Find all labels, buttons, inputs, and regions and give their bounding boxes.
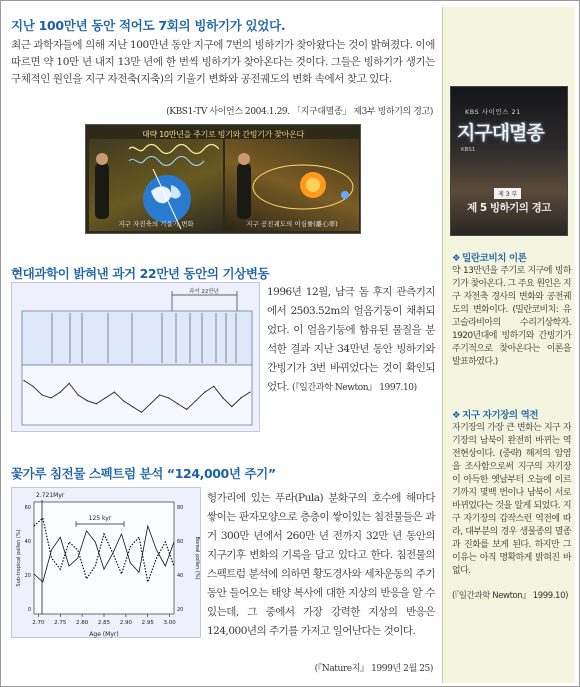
ice-core-point [78,394,79,395]
ice-core-point [186,409,187,410]
x-tick-label: 3.00 [163,620,176,626]
poster-brand: KBS1 [461,147,476,153]
ice-core-point [23,380,24,381]
ice-core-point [51,397,52,398]
ice-core-lower-panel [22,365,252,425]
pollen-annotation-top: 2.721Myr [36,492,65,499]
documentary-poster [450,86,568,236]
x-tick-label: 2.95 [141,620,154,626]
ice-core-point [105,397,106,398]
section2-title: 현대과학이 밝혀낸 과거 22만년 동안의 기상변동 [11,266,270,281]
section1-title: 지난 100만년 동안 적어도 7회의 빙하기가 있었다. [11,18,286,33]
section2-text [267,283,435,398]
section2-body: 1996년 12월, 남극 돔 후지 관측기지에서 2503.52m의 얼음기둥이 채취되었다. 이 얼음기둥에 함유된 물질을 분석한 결과 지난 34만년 동안 빙하기와 간빙기가 3번 바뀌었다는 것이 확인되었다. [267,286,435,393]
ice-core-point [87,400,88,401]
ice-core-point [168,397,169,398]
ice-core-point [69,383,70,384]
ice-core-point [231,406,232,407]
section2-source: (『일간과학 Newton』 1997.10) [291,383,417,393]
milankovitch-title: 밀란코비치 이론 [462,253,527,264]
milankovitch-heading [452,250,526,264]
x-tick-label: 2.90 [119,620,132,626]
ice-core-point [141,412,142,413]
y-left-tick-label: 0 [27,607,31,613]
y-right-tick-label: 60 [177,539,184,545]
milankovitch-body: 약 13만년을 주기로 지구에 빙하기가 찾아온다. 그 주요 원인은 지구 자전축 경사의 변화와 공전궤도의 변화이다. (밀란코비치: 유고슬라비아의 수리기상학자. 1920년대에 빙하기와 간빙기가 주기적으로 찾아온다는 이론을 발표하였다.) [452,266,571,367]
x-tick-label: 2.80 [76,620,89,626]
ice-core-point [123,400,124,401]
ice-core-point [222,397,223,398]
figure-panel-eccentricity [225,139,359,231]
poster-title: 지구대멸종 [457,122,544,144]
magnetic-reversal-body: 자기장의 가장 큰 변화는 지구 자기장의 남북이 완전히 바뀌는 역전현상이다. (중략) 해저의 암염을 조사함으로써 지구의 자기장이 아득한 옛날부터 오늘에 이르기까지 몇백 번이나 남북이 서로 바뀌었다는 것을 알게 되었다. 지구 자기장의 갑작스런 역전에 따라, 대부분의 경우 생물종의 멸종과 진화를 보게 된다. 하지만 그 이유는 아직 명확하게 밝혀진 바 없다. [452,423,571,576]
section1-source: (KBS1-TV 사이언스 2004.1.29. 「지구대멸종」 제3부 빙하기의 경고) [166,107,433,117]
ice-core-point [132,406,133,407]
figure-title: 대략 10만년을 주기로 빙기와 간빙기가 찾아온다 [142,130,304,139]
ice-core-upper-panel [22,311,252,365]
chart1-annotation: 과거 22만년 [189,289,219,295]
y-right-tick-label: 80 [177,505,184,511]
x-tick-label: 2.70 [32,620,45,626]
ice-core-point [249,392,250,393]
diamond-icon: ❖ [452,253,461,264]
y-right-tick-label: 20 [177,607,184,613]
section1-body: 최근 과학자들에 의해 지난 100만년 동안 지구에 7번의 빙하기가 찾아왔다는 것이 밝혀졌다. 이에 따르면 약 10만 년 내지 13만 년에 한 번씩 빙하기가 찾아온다는 것이다. 그들은 빙하기가 생기는 구체적인 원인을 지구 자전축(지축)의 기울기 변화와 공전궤도의 변화 속에서 찾고 있다. [11,39,435,85]
poster-episode-badge: 제 3 부 [494,188,521,199]
ice-core-chart [11,282,260,432]
pollen-chart [11,487,201,638]
section3-body: 헝가리에 있는 푸라(Pula) 분화구의 호수에 해마다 쌓이는 판자모양으로 층층이 쌓이있는 침전물들은 과거 300만 년에서 260만 년 전까지 32만 년 동안의 지구기후 변화의 기록을 담고 있다고 한다. 침전물의 스펙트럼 분석에 의하면 황도경사와 세차운동의 주기 동안 들어오는 태양 복사에 대한 지상의 반응을 알 수 있는데, 그 중에서 가장 강력한 지상의 반응은 124,000년의 주기를 가지고 일어난다는 것이다. [207,492,435,637]
ice-core-point [177,403,178,404]
section3-title: 꽃가루 침전물 스펙트럼 분석 “124,000년 주기” [11,466,276,481]
ice-core-point [96,403,97,404]
ice-core-point [150,403,151,404]
poster-series: KBS 사이언스 21 [465,108,521,116]
pollen-ylabel-right: Boreal pollen (%) [194,536,200,580]
ice-core-point [42,394,43,395]
ice-core-point [159,394,160,395]
ice-core-point [114,392,115,393]
x-tick-label: 2.75 [54,620,67,626]
ice-core-chart-svg [12,283,261,433]
pollen-chart-svg [12,488,202,639]
y-left-tick-label: 20 [24,573,31,579]
x-tick-label: 2.85 [97,620,111,626]
y-right-tick-label: 40 [177,573,184,579]
y-left-tick-label: 60 [24,505,31,511]
ice-core-point [213,386,214,387]
poster-subtitle: 제 5 빙하기의 경고 [467,202,551,214]
diamond-icon: ❖ [452,410,461,421]
magnetic-reversal-title: 지구 자기장의 역전 [462,410,539,421]
pollen-annotation-mid: 125 kyr [88,515,112,522]
ice-core-point [204,392,205,393]
ice-core-point [240,397,241,398]
magnetic-reversal-heading [452,407,538,421]
caption-right: 지구 공전궤도의 이심률(離心率) [246,220,338,228]
main-column [7,7,439,683]
figure-panel-axis-tilt [89,139,223,231]
ice-core-point [60,392,61,393]
glacial-cycle-figure [85,124,361,234]
axis-tilt-illustration [89,139,223,231]
caption-left: 지구 자전축의 기울기 변화 [118,220,194,228]
section3-source: (『Nature지』 1999년 2월 25) [314,664,433,674]
y-left-tick-label: 40 [24,539,31,545]
pollen-xlabel: Age (Myr) [89,631,119,638]
ice-core-point [32,386,33,387]
ice-core-point [195,400,196,401]
eccentricity-illustration [225,139,359,231]
sidebar [442,7,575,683]
magnetic-reversal-source: (『일간과학 Newton』 1999.10) [451,591,568,601]
pollen-ylabel-left: Sub-tropical pollen (%) [16,529,22,587]
